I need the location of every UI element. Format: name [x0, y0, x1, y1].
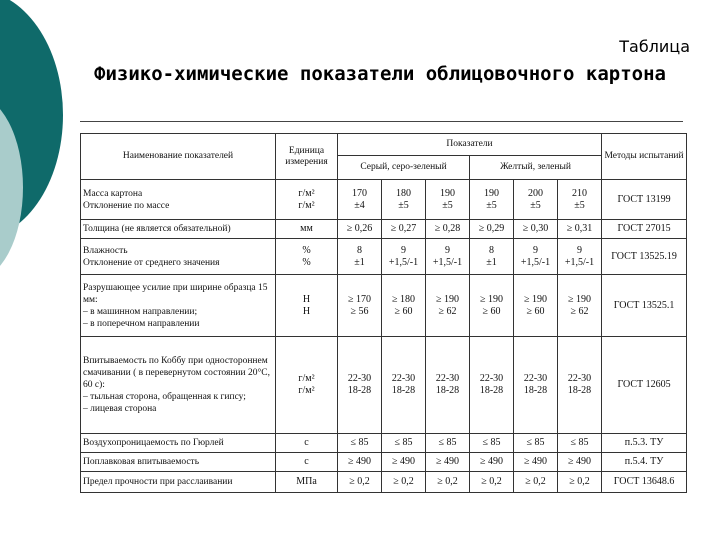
row-value: 190 ±5: [470, 180, 514, 220]
row-method: ГОСТ 12605: [602, 337, 687, 434]
row-value: ≥ 0,2: [470, 472, 514, 493]
row-value: ≥ 190 ≥ 60: [514, 275, 558, 337]
row-method: ГОСТ 13525.19: [602, 239, 687, 275]
row-value: ≥ 0,2: [558, 472, 602, 493]
row-value: 22-30 18-28: [426, 337, 470, 434]
table-row: [81, 337, 687, 434]
row-name: Влажность Отклонение от среднего значения: [81, 239, 276, 275]
row-name: Впитываемость по Коббу при одностороннем смачивании ( в перевернутом состоянии 20°С, 60 с): – тыльная сторона, обращенная к гипсу; – лицевая сторона: [81, 337, 276, 434]
row-value: ≥ 0,2: [514, 472, 558, 493]
row-value: 22-30 18-28: [338, 337, 382, 434]
properties-table: [80, 133, 687, 493]
row-unit: с: [276, 434, 338, 453]
row-name: Поплавковая впитываемость: [81, 453, 276, 472]
table-row: [81, 239, 687, 275]
table-row: [81, 220, 687, 239]
row-value: ≥ 0,30: [514, 220, 558, 239]
row-value: ≥ 490: [558, 453, 602, 472]
row-method: ГОСТ 27015: [602, 220, 687, 239]
row-method: ГОСТ 13525.1: [602, 275, 687, 337]
row-value: 22-30 18-28: [382, 337, 426, 434]
header-group-grey: Серый, серо-зеленый: [338, 156, 470, 180]
row-value: ≤ 85: [558, 434, 602, 453]
row-unit: % %: [276, 239, 338, 275]
page-title: Физико-химические показатели облицовочного картона: [94, 63, 666, 85]
row-value: ≥ 490: [382, 453, 426, 472]
row-value: ≥ 0,29: [470, 220, 514, 239]
row-value: ≤ 85: [338, 434, 382, 453]
row-value: 22-30 18-28: [470, 337, 514, 434]
row-value: 9 +1,5/-1: [558, 239, 602, 275]
row-value: ≥ 0,26: [338, 220, 382, 239]
row-value: ≤ 85: [470, 434, 514, 453]
table-row: [81, 180, 687, 220]
row-value: 9 +1,5/-1: [514, 239, 558, 275]
row-value: ≥ 170 ≥ 56: [338, 275, 382, 337]
table-row: [81, 472, 687, 493]
row-unit: Н Н: [276, 275, 338, 337]
table-row: [81, 453, 687, 472]
row-value: 170 ±4: [338, 180, 382, 220]
row-value: ≥ 490: [338, 453, 382, 472]
row-name: Толщина (не является обязательной): [81, 220, 276, 239]
row-value: 200 ±5: [514, 180, 558, 220]
row-method: ГОСТ 13199: [602, 180, 687, 220]
row-value: ≥ 190 ≥ 62: [426, 275, 470, 337]
row-name: Предел прочности при расслаивании: [81, 472, 276, 493]
row-value: 190 ±5: [426, 180, 470, 220]
row-method: ГОСТ 13648.6: [602, 472, 687, 493]
row-value: ≤ 85: [426, 434, 470, 453]
row-method: п.5.4. ТУ: [602, 453, 687, 472]
row-value: ≥ 0,2: [338, 472, 382, 493]
row-value: 9 +1,5/-1: [426, 239, 470, 275]
row-value: 8 ±1: [338, 239, 382, 275]
row-unit: мм: [276, 220, 338, 239]
row-value: ≥ 0,28: [426, 220, 470, 239]
row-value: 180 ±5: [382, 180, 426, 220]
row-unit: МПа: [276, 472, 338, 493]
row-name: Масса картона Отклонение по массе: [81, 180, 276, 220]
row-value: 22-30 18-28: [558, 337, 602, 434]
table-caption: Таблица: [619, 37, 690, 56]
row-name: Разрушающее усилие при ширине образца 15 мм: – в машинном направлении; – в поперечном направлении: [81, 275, 276, 337]
row-value: ≥ 0,27: [382, 220, 426, 239]
row-unit: г/м² г/м²: [276, 180, 338, 220]
row-value: ≤ 85: [514, 434, 558, 453]
row-value: ≤ 85: [382, 434, 426, 453]
row-value: ≥ 190 ≥ 60: [470, 275, 514, 337]
header-methods: Методы испытаний: [602, 134, 687, 180]
row-value: ≥ 0,31: [558, 220, 602, 239]
row-value: 22-30 18-28: [514, 337, 558, 434]
header-unit: Единица измерения: [276, 134, 338, 180]
row-unit: с: [276, 453, 338, 472]
row-method: п.5.3. ТУ: [602, 434, 687, 453]
header-group-yellow: Желтый, зеленый: [470, 156, 602, 180]
row-name: Воздухопроницаемость по Гюрлей: [81, 434, 276, 453]
row-value: ≥ 490: [470, 453, 514, 472]
header-indicators: Показатели: [338, 134, 602, 156]
row-value: 9 +1,5/-1: [382, 239, 426, 275]
table-row: [81, 275, 687, 337]
row-value: ≥ 490: [514, 453, 558, 472]
divider-line: [80, 121, 683, 122]
row-value: ≥ 0,2: [426, 472, 470, 493]
row-unit: г/м² г/м²: [276, 337, 338, 434]
table-body: [81, 180, 687, 493]
row-value: 210 ±5: [558, 180, 602, 220]
row-value: ≥ 0,2: [382, 472, 426, 493]
row-value: ≥ 490: [426, 453, 470, 472]
row-value: ≥ 180 ≥ 60: [382, 275, 426, 337]
table-row: [81, 434, 687, 453]
row-value: ≥ 190 ≥ 62: [558, 275, 602, 337]
header-name: Наименование показателей: [81, 134, 276, 180]
row-value: 8 ±1: [470, 239, 514, 275]
